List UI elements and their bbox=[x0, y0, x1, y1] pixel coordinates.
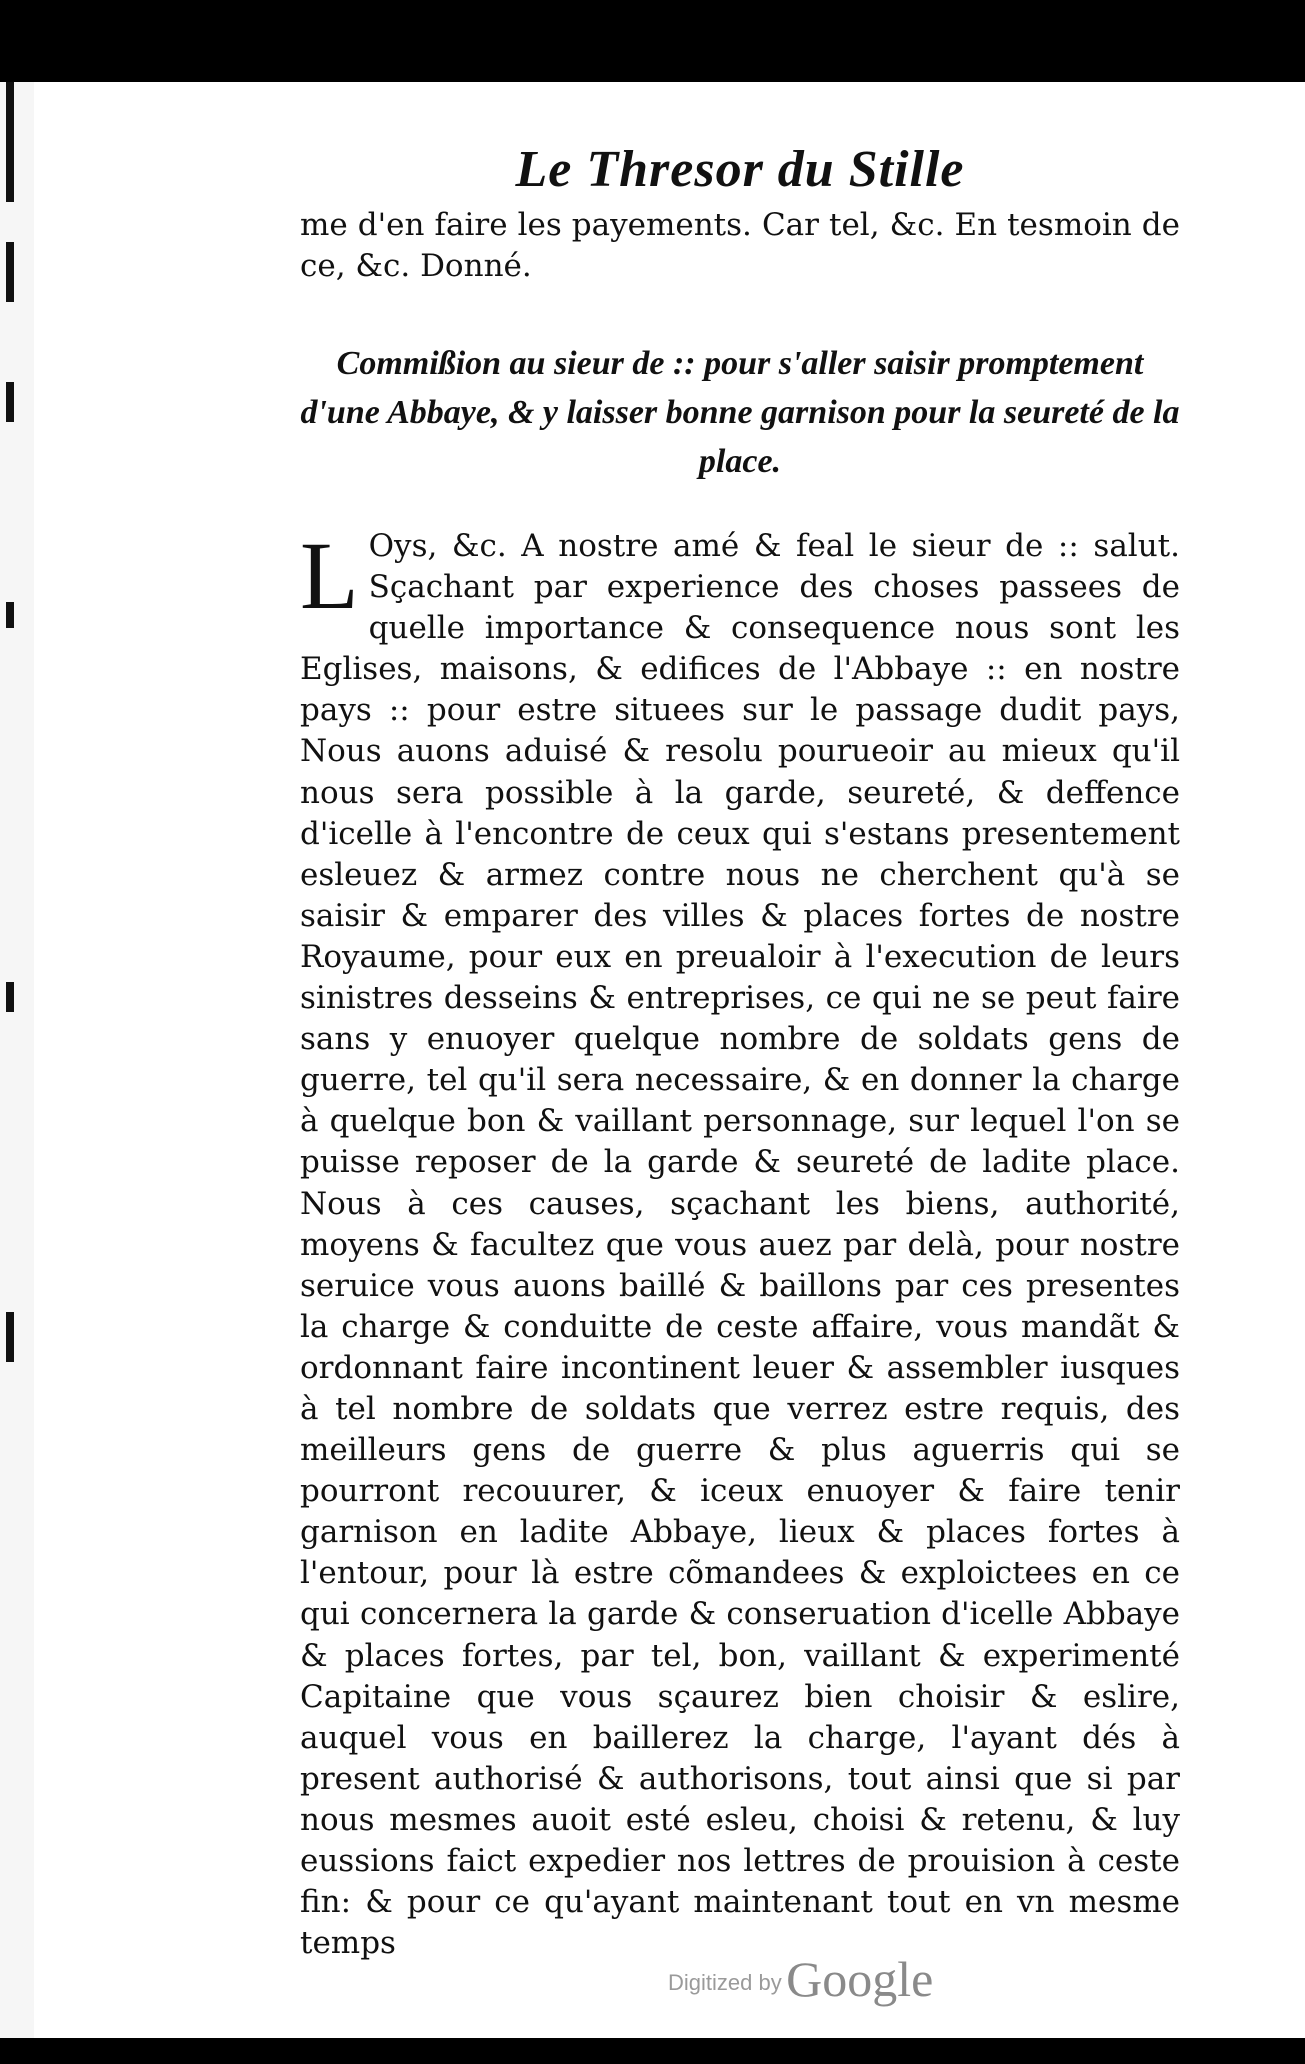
book-page bbox=[300, 140, 1180, 1964]
section-heading: Commißion au sieur de :: pour s'aller saisir promptement d'une Abbaye, & y laisser bonne garnison pour la seureté de la place. bbox=[300, 345, 1180, 480]
watermark-prefix: Digitized by bbox=[668, 1970, 782, 1995]
body-text: Oys, &c. A nostre amé & feal le sieur de :: salut. Sçachant par experience des choses passees de quelle importance & consequence nous sont les Eglises, maisons, & edifices de l'Abbaye :: en nostre pays :: pour estre situees sur le passage dudit pays, Nous auons aduisé & resolu pourueoir au mieux qu'il nous sera possible à la garde, seureté, & deffence d'icelle à l'encontre de ceux qui s'estans presentement esleuez & armez contre nous ne cherchent qu'à se saisir & emparer des villes & places fortes de nostre Royaume, pour eux en preualoir à l'execution de leurs sinistres desseins & entreprises, ce qui ne se peut faire sans y enuoyer quelque nombre de soldats gens de guerre, tel qu'il sera necessaire, & en donner la charge à quelque bon & vaillant personnage, sur lequel l'on se puisse reposer de la garde & seureté de ladite place. Nous à ces causes, sçachant les biens, authorité, moyens & facultez que vous auez par delà, pour nostre seruice vous auons baillé & baillons par ces presentes la charge & conduitte de ceste affaire, vous mandãt & ordonnant faire incontinent leuer & assembler iusques à tel nombre de soldats que verrez estre requis, des meilleurs gens de guerre & plus aguerris qui se pourront recouurer, & iceux enuoyer & faire tenir garnison en ladite Abbaye, lieux & places fortes à l'entour, pour là estre cõmandees & exploictees en ce qui concernera la garde & conseruation d'icelle Abbaye & places fortes, par tel, bon, vaillant & experimenté Capitaine que vous sçaurez bien choisir & eslire, auquel vous en baillerez la charge, l'ayant dés à present authorisé & authorisons, tout ainsi que si par nous mesmes auoit esté esleu, choisi & retenu, & luy eussions faict expedier nos lettres de prouision à ceste fin: & pour ce qu'ayant maintenant tout en vn mesme temps bbox=[300, 528, 1180, 1962]
running-title: Le Thresor du Stille bbox=[515, 141, 965, 198]
adjacent-page-edge bbox=[0, 82, 34, 2038]
scan-top-border bbox=[0, 0, 1305, 82]
drop-cap: L bbox=[300, 522, 359, 629]
continuation-text: me d'en faire les payements. Car tel, &c. En tesmoin de ce, &c. Donné. bbox=[300, 207, 1180, 284]
google-logo: Google bbox=[786, 1951, 934, 2007]
digitized-watermark bbox=[668, 1950, 933, 2008]
body-paragraph bbox=[300, 522, 1180, 1964]
scan-bottom-border bbox=[0, 2038, 1305, 2064]
